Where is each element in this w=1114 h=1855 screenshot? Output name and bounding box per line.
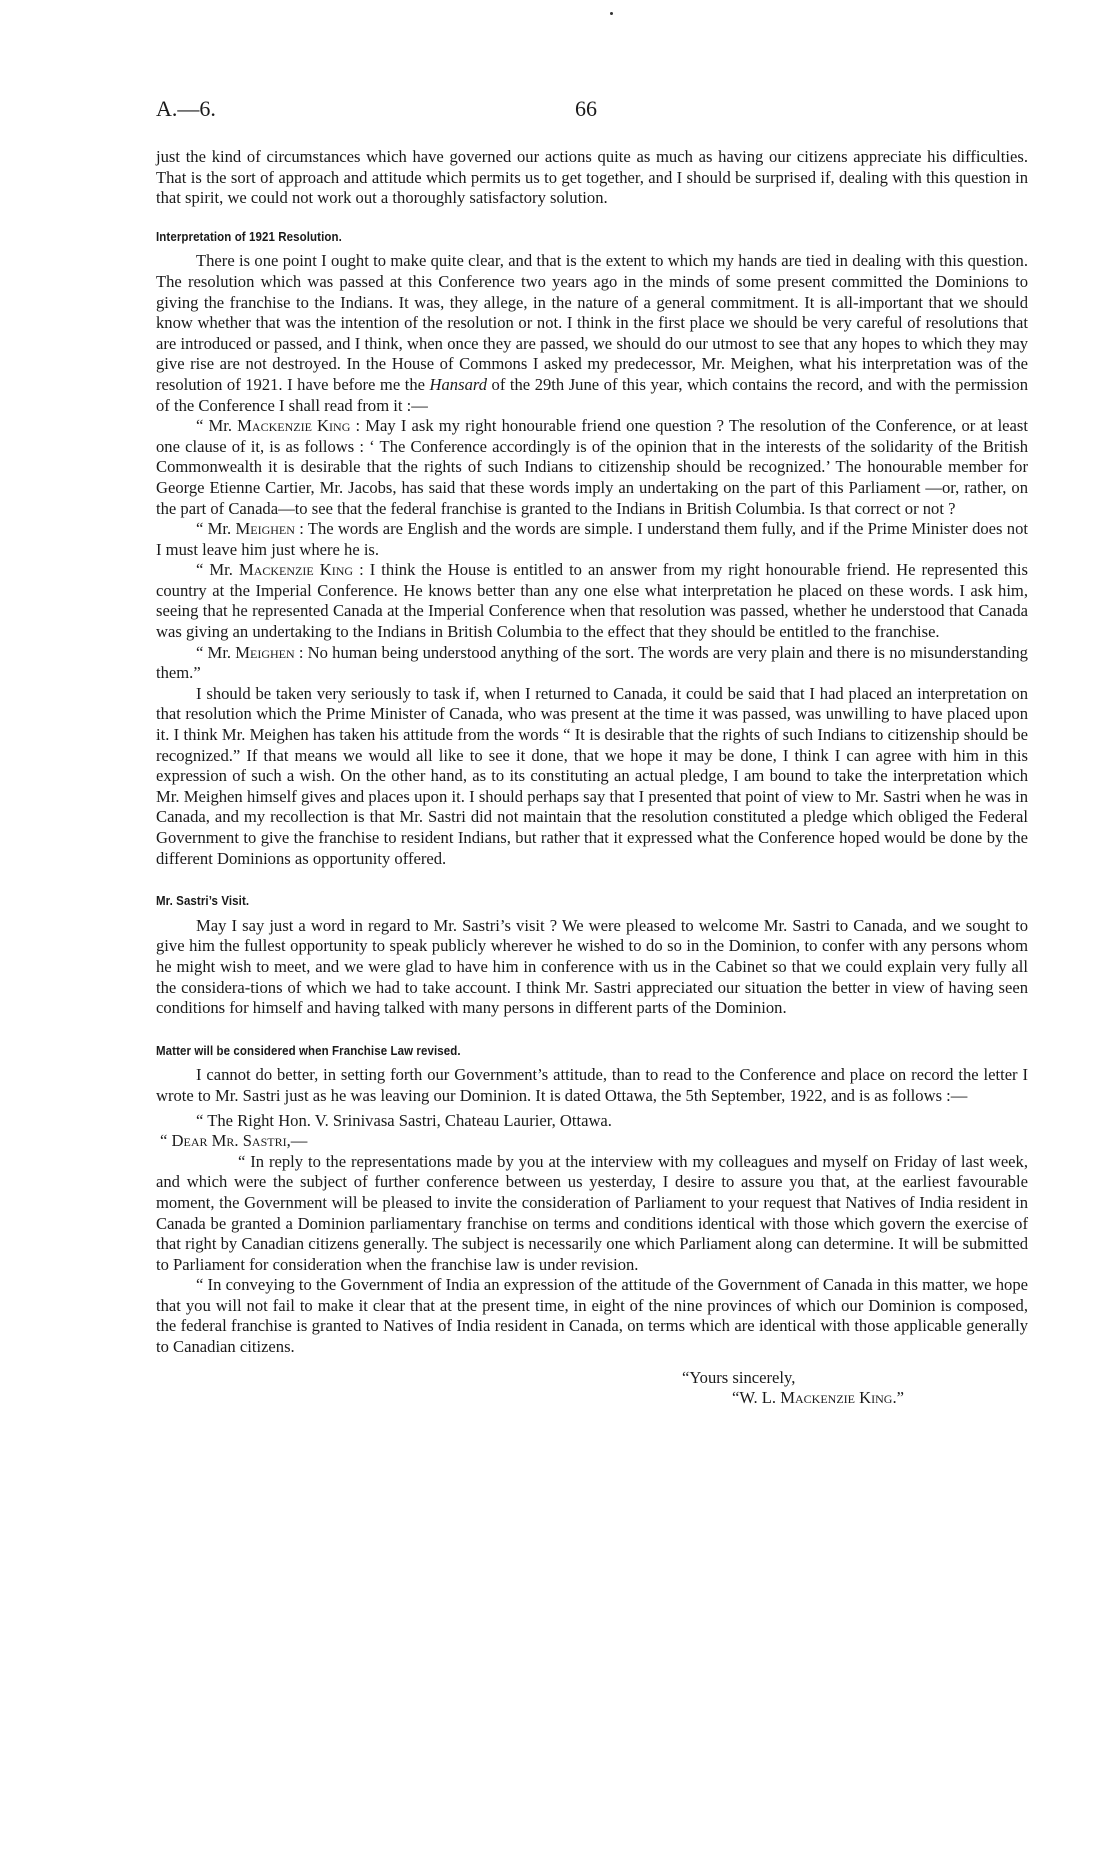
paragraph xyxy=(156,560,1028,642)
text-run: “ Mr. xyxy=(196,642,236,662)
speaker-name: Dear Mr. Sastri xyxy=(171,1131,287,1151)
speaker-name: Meighen xyxy=(235,642,295,662)
text-run: “ Mr. xyxy=(196,416,238,436)
text-run: : The words are English and the words are simple. I understand them fully, and if the Prime Minister does not I must leave him just where he is. xyxy=(156,519,1028,559)
paragraph xyxy=(156,1065,1028,1106)
page-number: 66 xyxy=(575,96,597,121)
text-run: There is one point I ought to make quite clear, and that is the extent to which my hands are tied in dealing with this question. The resolution which was passed at this Conference two years ago in the minds of some present committed the Dominions to giving the franchise to the Indians. It was, they allege, in the nature of a general commitment. It is all-important that we should know whether that was the intention of the resolution or not. I think in the first place we should be very careful of resolutions that are introduced or passed, and I think, when once they are passed, we should do our utmost to see that any hopes to which they may give rise are not destroyed. In the House of Commons I asked my predecessor, Mr. Meighen, what his interpretation was of the resolution of 1921. I have before me the xyxy=(156,251,1028,394)
section-heading xyxy=(156,1041,958,1062)
scan-speck xyxy=(610,12,613,15)
text-run: : I think the House is entitled to an answer from my right honourable friend. He represented this country at the Imperial Conference. He knows better than any one else what interpretation he placed on these words. I ask him, seeing that he represented Canada at the Imperial Conference when that resolution was passed, whether he understood that Canada was giving an undertaking to the Indians in British Columbia to the effect that they should be entitled to the franchise. xyxy=(156,560,1028,642)
paragraph xyxy=(156,643,1028,684)
text-run: “ Mr. xyxy=(196,519,236,539)
document-reference: A.—6. xyxy=(156,96,216,121)
text-run: .” xyxy=(892,1388,904,1408)
paragraph xyxy=(156,416,1028,519)
speaker-name: Mackenzie King xyxy=(237,416,351,436)
paragraph xyxy=(160,1131,1028,1152)
paragraph xyxy=(156,1275,1028,1357)
italic-text: Hansard xyxy=(429,374,488,394)
text-run: I cannot do better, in setting forth our Government’s attitude, than to read to the Conference and place on record the letter I wrote to Mr. Sastri just as he was leaving our Dominion. It is dated Ottawa, the 5th September, 1922, and is as follows :— xyxy=(156,1065,1028,1105)
text-run: just the kind of circumstances which have governed our actions quite as much as having our citizens appreciate his difficulties. That is the sort of approach and attitude which permits us to get together, and I should be surprised if, dealing with this question in that spirit, we could not work out a thoroughly satisfactory solution. xyxy=(156,147,1028,208)
text-run: : No human being understood anything of the sort. The words are very plain and there is no misunderstanding them.” xyxy=(156,642,1028,683)
paragraph xyxy=(156,147,1028,209)
text-run: May I say just a word in regard to Mr. Sastri’s visit ? We were pleased to welcome Mr. Sastri to Canada, and we sought to give him the fullest opportunity to speak publicly wherever he wished to do so in the Dominion, to confer with any persons whom he might wish to meet, and we were glad to have him in conference with us in the Cabinet so that we could explain very fully all the considera-tions of which we had to take account. I think Mr. Sastri appreciated our situation the better in view of having seen conditions for himself and having talked with many persons in different parts of the Dominion. xyxy=(156,915,1028,1018)
paragraph xyxy=(156,916,1028,1019)
text-run: I should be taken very seriously to task if, when I returned to Canada, it could be said that I had placed an interpretation on that resolution which the Prime Minister of Canada, who was present at the time it was passed, was unwilling to have placed upon it. I think Mr. Meighen has taken his attitude from the words “ It is desirable that the rights of such Indians to citizenship should be recognized.” If that means we would all like to see it done, that we hope it may be done, I think I can agree with him in this expression of such a wish. On the other hand, as to its constituting an actual pledge, I am bound to take the interpretation which Mr. Meighen himself gives and places upon it. I should perhaps say that I presented that point of view to Mr. Sastri when he was in Canada, and my recollection is that Mr. Sastri did not maintain that the resolution constituted a pledge which obliged the Federal Government to give the franchise to resident Indians, but rather that it expressed what the Conference hoped would be done by the different Dominions as opportunity offered. xyxy=(156,683,1028,868)
text-run: “ The Right Hon. V. Srinivasa Sastri, Chateau Laurier, Ottawa. xyxy=(196,1110,612,1130)
text-run: Mr. Sastri’s Visit. xyxy=(156,894,250,909)
text-run: Interpretation of 1921 Resolution. xyxy=(156,229,342,244)
text-run: ,— xyxy=(286,1131,308,1151)
text-run: “ Mr. xyxy=(196,560,239,580)
paragraph xyxy=(196,1111,1028,1132)
text-run: “ In reply to the representations made by you at the interview with my colleagues and myself on Friday of last week, and which were the subject of further conference between us yesterday, I desire to assure you that, at the earliest favourable moment, the Government will be pleased to invite the consideration of Parliament to your request that Natives of India resident in Canada be granted a Dominion parliamentary franchise on terms and conditions identical with those which govern the exercise of that right by Canadian citizens generally. The subject is necessarily one which Parliament along can determine. It will be submitted to Parliament for consideration when the franchise law is under revision. xyxy=(156,1151,1028,1274)
text-run: Matter will be considered when Franchise Law revised. xyxy=(156,1043,461,1058)
paragraph xyxy=(682,1368,1028,1389)
paragraph xyxy=(156,251,1028,416)
paragraph xyxy=(156,684,1028,869)
paragraph xyxy=(732,1388,1028,1409)
text-run: “Yours sincerely, xyxy=(682,1367,796,1387)
speaker-name: Meighen xyxy=(235,519,295,539)
speaker-name: Mackenzie King xyxy=(780,1388,893,1408)
section-heading xyxy=(156,227,958,248)
text-run: : May I ask my right honourable friend one question ? The resolution of the Conference, or at least one clause of it, is as follows : ‘ The Conference accordingly is of the opinion that in the interests of the solidarity of the British Commonwealth it is desirable that the rights of such Indians to citizenship should be recognized.’ The honourable member for George Etienne Cartier, Mr. Jacobs, has said that these words imply an undertaking on the part of this Parliament —or, rather, on the part of Canada—to see that the federal franchise is granted to the Indians in British Columbia. Is that correct or not ? xyxy=(156,416,1028,518)
speaker-name: Mackenzie King xyxy=(238,560,354,580)
text-run: of the 29th June of this year, which contains the record, and with the permission of the Conference I shall read from it :— xyxy=(156,374,1028,415)
paragraph xyxy=(156,1152,1028,1276)
section-heading xyxy=(156,891,958,912)
paragraph xyxy=(156,519,1028,560)
text-run: “ In conveying to the Government of India an expression of the attitude of the Government of Canada in this matter, we hope that you will not fail to make it clear that at the present time, in eight of the nine provinces of which our Dominion is composed, the federal franchise is granted to Natives of India resident in Canada, on terms which are identical with those applicable generally to Canadian citizens. xyxy=(156,1275,1028,1357)
text-run: “ xyxy=(160,1131,172,1151)
document-body xyxy=(156,147,1028,1409)
text-run: “W. L. xyxy=(732,1388,781,1408)
